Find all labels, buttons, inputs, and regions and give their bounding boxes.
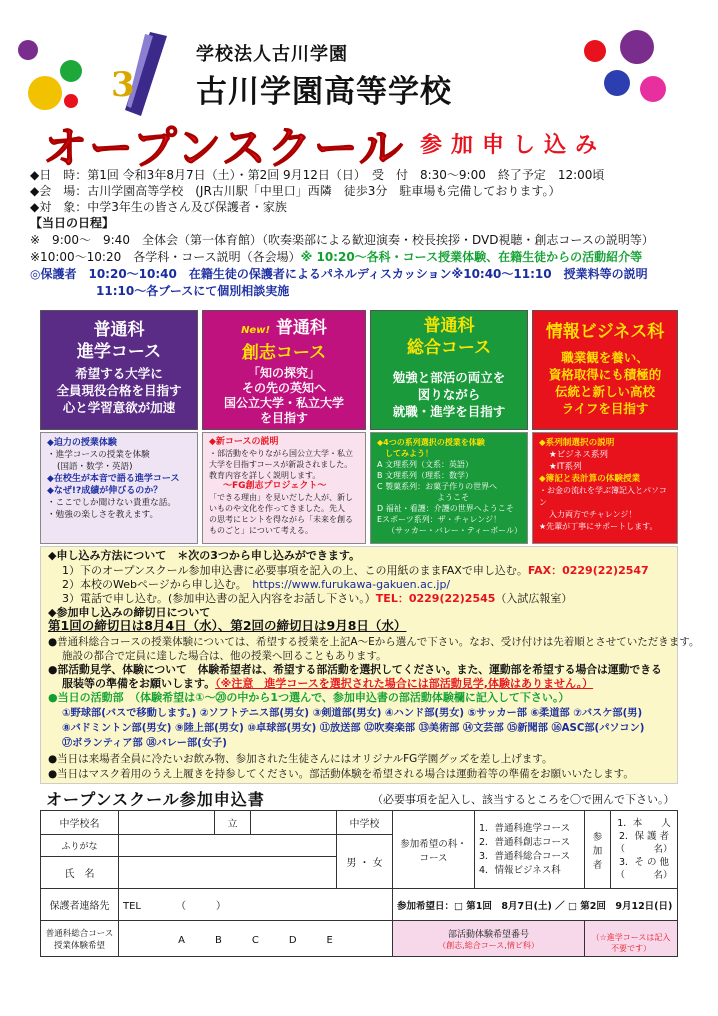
course-box-sougou: [370, 310, 528, 430]
club-list-row: ⑰ボランティア部 ⑱バレー部(女子): [62, 738, 227, 749]
furigana-field[interactable]: [119, 835, 337, 857]
course-desc: 職業観を養い、 資格取得にも積極的 伝統と新しい高校 ライフを目指す: [548, 350, 662, 416]
course-desc: 「知の探究」 その先の英知へ 国公立大学・私立大学 を目指す: [223, 366, 344, 425]
apply-method-heading: ◆申し込み方法について ＊次の3つから申し込みができます。: [48, 549, 361, 562]
general-course-note: ●普通科総合コースの授業体験については、希望する授業を上記A〜Eから選んで下さい。なお、受け付けは先着順とさせていただきます。: [48, 636, 700, 648]
attendee-options[interactable]: 1．本 人 2．保 護 者 （ 名） 3．そ の 他 （ 名）: [611, 811, 678, 889]
schedule-1: ※ 9:00〜 9:40 全体会（第一体育館）（吹奏楽部による歓迎演奏・校長挨拶・DVD視聴・創志コースの説明等）: [30, 233, 654, 247]
school-name: 古川学園高等学校: [196, 74, 452, 110]
info-venue: ◆会 場：古川学園高等学校 (JR古川駅「中里口」西隣 徒歩3分 駐車場も完備しております。）: [30, 184, 561, 198]
attendee-label: 参加者: [585, 811, 611, 889]
deadline-heading: ◆参加申し込みの締切日について: [48, 606, 211, 619]
gender-field[interactable]: 男 ・ 女: [337, 835, 393, 889]
gift-note: ●当日は来場者全員に冷たいお飲み物、参加された生徒さんにはオリジナルFG学園グッズを差し上げます。: [48, 753, 553, 765]
decor-circle: [64, 94, 78, 108]
club-list-row: ⑧バドミントン部(男女) ⑨陸上部(男女) ⑩卓球部(男女) ⑪放送部 ⑫吹奏楽部 ⑬美術部 ⑭文芸部 ⑮新聞部 ⑯ASC部(パソコン): [62, 723, 645, 734]
form-title: オープンスクール参加申込書: [46, 790, 265, 809]
guardian-label: 保護者連絡先: [41, 889, 119, 921]
general-trial-label: 普通科総合コース授業体験希望: [41, 921, 119, 957]
schedule-4: 11:10〜各ブースにて個別相談実施: [96, 284, 290, 298]
school-name-label: 中学校名: [41, 811, 119, 835]
schedule-heading: 【当日の日程】: [30, 216, 115, 230]
info-target: ◆対 象：中学3年生の皆さん及び保護者・家族: [30, 200, 287, 214]
course-name: 創志コース: [241, 343, 327, 363]
school-ritsu: 立: [215, 811, 251, 835]
school-logo-icon: [105, 30, 175, 120]
club-clothes: 服装等の準備をお願いします。（※注意 進学コースを選択された場合には部活動見学,体験はありません。）: [62, 677, 594, 690]
apply-fax: 1）下のオープンスクール参加申込書に必要事項を記入の上、この用紙のままFAXで申し込む。FAX：0229(22)2547: [62, 564, 649, 577]
course-box-soushi: [202, 310, 366, 430]
application-form: [40, 810, 678, 957]
school-suffix: 中学校: [337, 811, 393, 835]
form-note: （必要事項を記入し、該当するところを〇で囲んで下さい。）: [372, 793, 675, 806]
course-name: 情報ビジネス科: [545, 322, 665, 342]
school-prefix-field[interactable]: [119, 811, 215, 835]
page-title-suffix: 参加申し込み: [420, 133, 607, 158]
detail-box-sougou: ◆4つの系列選択の授業を体験 してみよう！ A 文理系列（文系：英語） B 文理系列（理系：数学） C 製菓系列：お菓子作りの世界へ ようこそ D 福祉・看護：介護の世界へようこそ Eスポーツ系列：ザ・チャレンジ！ （サッカー・バレー・ティーボール）: [370, 432, 528, 544]
school-name-field[interactable]: [251, 811, 337, 835]
apply-web: 2）本校のWebページから申し込む。 https://www.furukawa-gakuen.ac.jp/: [62, 578, 451, 591]
decor-circle: [604, 70, 630, 96]
date-choice[interactable]: 参加希望日：□ 第1回 8月7日(土) ／ □ 第2回 9月12日(日): [393, 889, 678, 921]
deadline-dates: 第1回の締切日は8月4日（水）、第2回の締切日は9月8日（水）: [48, 618, 407, 633]
school-website-link[interactable]: https://www.furukawa-gakuen.ac.jp/: [252, 578, 451, 591]
decor-circle: [28, 76, 62, 110]
club-number-field[interactable]: （☆進学コースは記入不要です）: [585, 921, 678, 957]
course-box-business: [532, 310, 678, 430]
new-badge: New!: [241, 325, 271, 336]
capacity-note: 施設の都合で定員に達した場合は、他の授業へ回ることもあります。: [62, 650, 387, 662]
detail-box-business: ◆系列制選択の説明 ★ビジネス系列 ★IT系列 ◆簿記と表計算の体験授業 ・お金の流れを学ぶ簿記入とパソコン 入力両方でチャレンジ！ ★先輩が丁寧にサポートします。: [532, 432, 678, 544]
detail-box-soushi: ◆新コースの説明 ・部活動をやりながら国公立大学・私立 大学を目指すコースが新設されました。 教育内容を詳しく説明します。 〜FG創志プロジェクト〜 「できる理由」を見いだした人が、新し いものや文化を作ってきました。先人 の思考にヒントを得ながら「未来を創る ものごと」について考える。: [202, 432, 366, 544]
course-type: 普通科: [423, 316, 475, 336]
detail-box-shingaku: ◆迫力の授業体験 ・進学コースの授業を体験 (国語・数学・英語) ◆在校生が本音で語る進学コース ◆なぜ!?成績が伸びるのか？ ・ここでしか聞けない貴重な話。 ・勉強の楽しさを教えます。: [40, 432, 198, 544]
name-field[interactable]: [119, 857, 337, 889]
course-type: New! 普通科: [241, 318, 327, 338]
schedule-3: ◎保護者 10:20〜10:40 在籍生徒の保護者によるパネルディスカッション※10:40〜11:10 授業料等の説明: [30, 267, 648, 281]
course-label: 参加希望の科・コース: [393, 811, 475, 889]
svg-text:3: 3: [111, 65, 135, 105]
course-options[interactable]: 1．普通科進学コース 2．普通科創志コース 3．普通科総合コース 4．情報ビジネス科: [475, 811, 585, 889]
abcde-choice[interactable]: A B C D E: [119, 921, 393, 957]
school-corporation: 学校法人古川学園: [196, 44, 348, 65]
club-list-row: ①野球部(バスで移動します。) ②ソフトテニス部(男女) ③剣道部(男女) ④ハンド部(男女) ⑤サッカー部 ⑥柔道部 ⑦バスケ部(男): [62, 708, 643, 719]
decor-circle: [640, 76, 666, 102]
apply-tel: 3）電話で申し込む。(参加申込書の記入内容をお話し下さい。）TEL：0229(22)2545（入試広報室）: [62, 592, 573, 605]
furigana-label: ふりがな: [41, 835, 119, 857]
course-type: 普通科: [93, 320, 145, 340]
course-desc: 希望する大学に 全員現役合格を目指す 心と学習意欲が加速: [56, 366, 182, 415]
course-name: 進学コース: [76, 342, 162, 362]
guardian-tel-field[interactable]: TEL （ ）: [119, 889, 393, 921]
page-title: オープンスクール: [43, 123, 405, 174]
mask-note: ●当日はマスク着用のうえ上履きを持参してください。部活動体験を希望される場合は運動着等の準備をお願いいたします。: [48, 768, 634, 780]
club-note: ●部活動見学、体験について 体験希望者は、希望する部活動を選択してください。また、運動部を希望する場合は運動できる: [48, 663, 662, 676]
course-desc: 勉強と部活の両立を 図りながら 就職・進学を目指す: [392, 370, 506, 419]
decor-circle: [620, 30, 654, 64]
name-label: 氏 名: [41, 857, 119, 889]
schedule-2: ※10:00〜10:20 各学科・コース説明（各会場）※ 10:20〜各科・コース授業体験、在籍生徒からの活動紹介等: [30, 250, 643, 264]
course-name: 総合コース: [406, 338, 492, 358]
info-date: ◆日 時：第1回 令和3年8月7日（土）・第2回 9月12日（日） 受 付 8:30〜9:00 終了予定 12:00頃: [30, 168, 605, 182]
decor-circle: [18, 40, 38, 60]
decor-circle: [60, 60, 82, 82]
club-number-label: 部活動体験希望番号 （創志,総合コース,情ビ科）: [393, 921, 585, 957]
course-box-shingaku: [40, 310, 198, 430]
decor-circle: [584, 40, 606, 62]
club-list-heading: ●当日の活動部 （体験希望は①〜⑳の中から1つ選んで、参加申込書の部活動体験欄に記入して下さい。）: [48, 691, 570, 704]
